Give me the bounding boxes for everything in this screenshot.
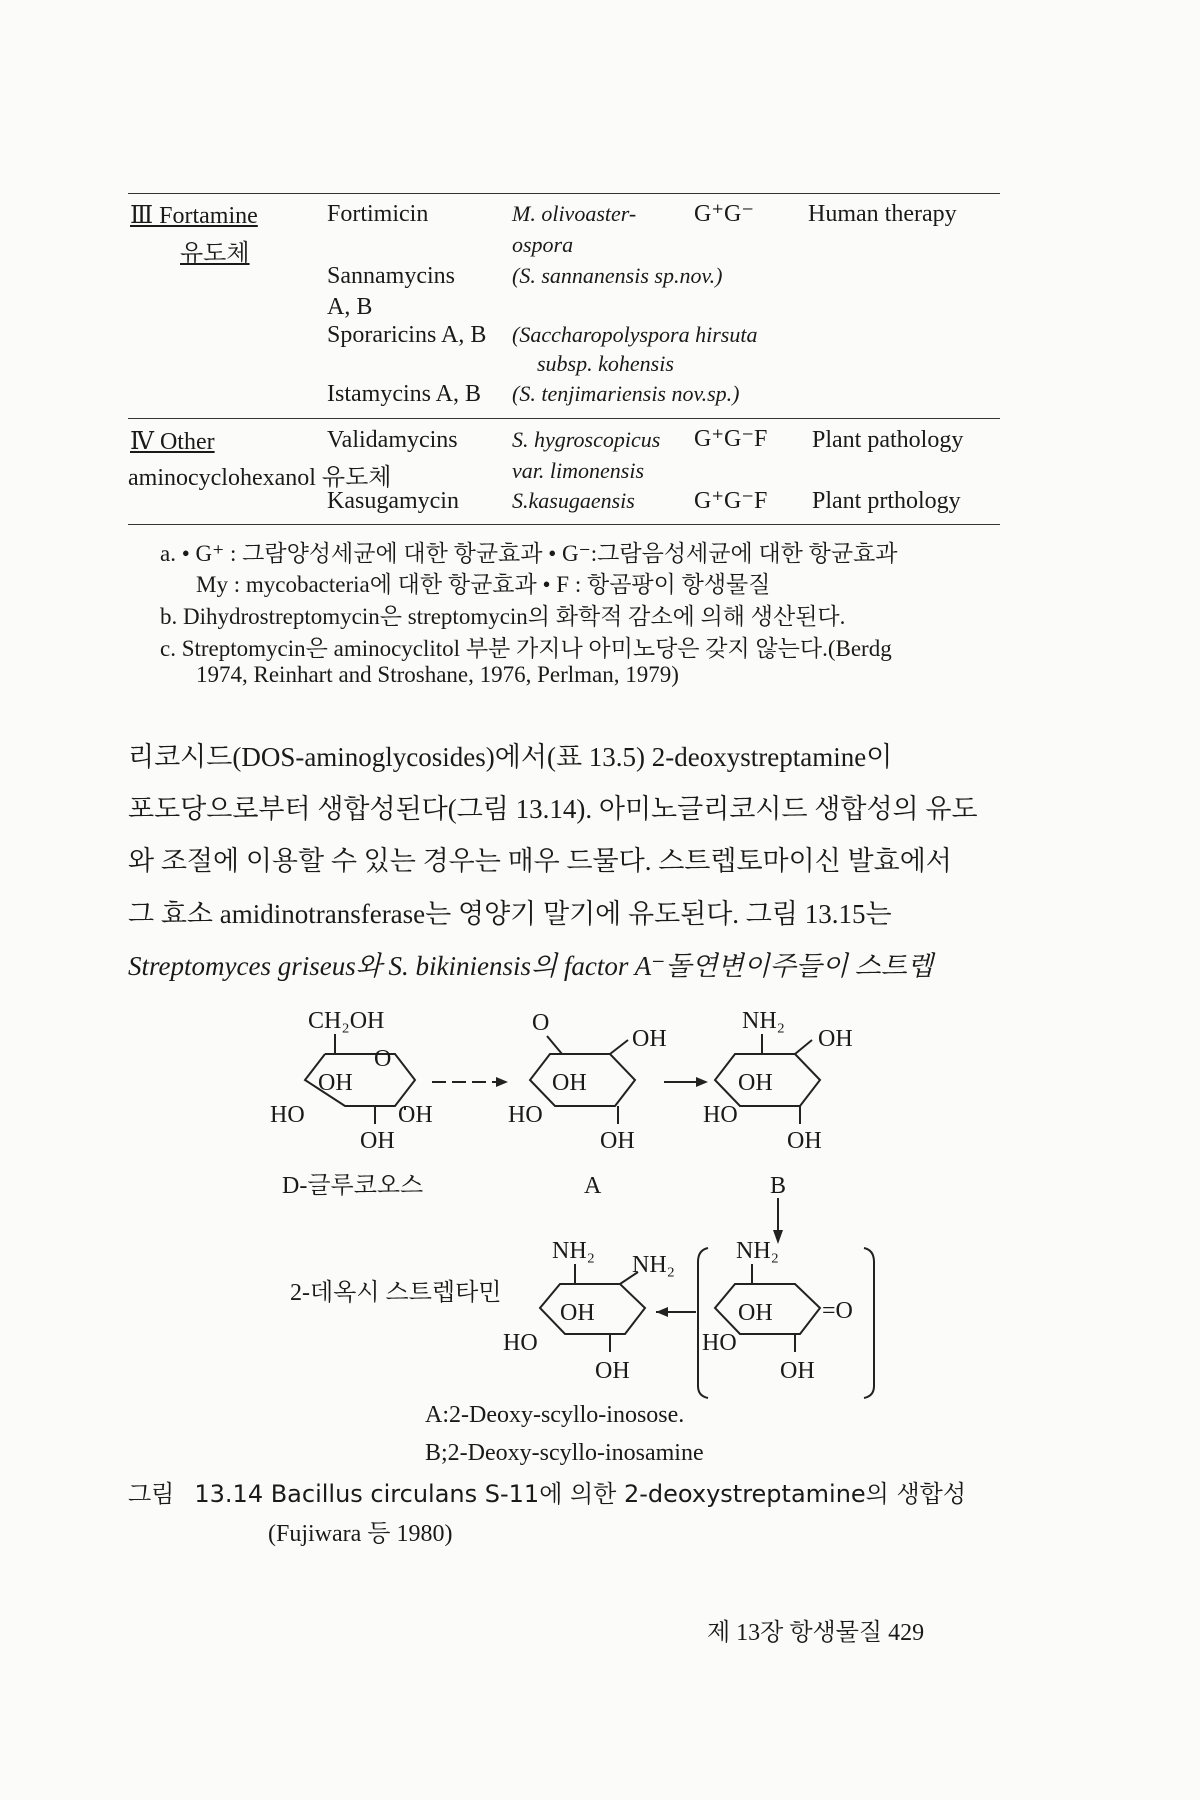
oh-label: OH [318, 1070, 353, 1096]
oh-label: OH [600, 1128, 635, 1154]
section-label: Ⅳ Other [130, 429, 215, 455]
organism-cell: subsp. kohensis [537, 351, 674, 376]
nh2-label: NH₂ [552, 1238, 596, 1264]
body-line: Streptomyces griseus와 S. bikiniensis의 factor A⁻돌연변이주들이 스트렙 [128, 951, 933, 981]
oh-label: OH [552, 1070, 587, 1096]
oh-label: OH [632, 1026, 667, 1052]
ho-label: HO [270, 1102, 305, 1128]
body-line: 와 조절에 이용할 수 있는 경우는 매우 드물다. 스트렙토마이신 발효에서 [128, 846, 952, 876]
compound-cell: Sporaricins A, B [327, 322, 487, 348]
ho-label: HO [503, 1330, 538, 1356]
compound-cell: Fortimicin [327, 201, 429, 227]
caption-text: 13.14 Bacillus circulans S-11에 의한 2-deoxystreptamine의 생합성 [194, 1480, 967, 1508]
ch2oh-label: CH₂OH [308, 1008, 385, 1034]
activity-cell: G⁺G⁻F [694, 426, 768, 452]
ho-label: HO [702, 1330, 737, 1356]
organism-cell: S.kasugaensis [512, 488, 635, 513]
organism-cell: M. olivoaster- [512, 201, 637, 226]
organism-cell: (S. tenjimariensis nov.sp.) [512, 381, 740, 406]
oh-label: OH [398, 1102, 433, 1128]
bracket-right [864, 1248, 874, 1398]
use-cell: Plant pathology [812, 427, 964, 453]
section-sublabel: 유도체 [180, 241, 250, 267]
compound-cell: Istamycins A, B [327, 381, 481, 407]
activity-cell: G⁺G⁻ [694, 201, 754, 227]
oh-label: OH [738, 1070, 773, 1096]
oh-label: OH [360, 1128, 395, 1154]
nh2-label: NH₂ [742, 1008, 786, 1034]
footnote-c: c. Streptomycin은 aminocyclitol 부분 가지나 아미노당은 갖지 않는다.(Berdg [160, 636, 892, 661]
footnote-c-cont: 1974, Reinhart and Stroshane, 1976, Perlman, 1979) [196, 662, 679, 687]
oh-label: OH [560, 1300, 595, 1326]
organism-cell: (S. sannanensis sp.nov.) [512, 263, 723, 288]
organism-cell: var. limonensis [512, 458, 644, 483]
nh2-label: NH₂ [736, 1238, 780, 1264]
body-line: 리코시드(DOS-aminoglycosides)에서(표 13.5) 2-deoxystreptamine이 [128, 742, 893, 772]
footnote-a-cont: My : mycobacteria에 대한 항균효과 • F : 항곰팡이 항생물질 [196, 572, 771, 597]
compound-cell: Kasugamycin [327, 488, 459, 514]
oh-label: OH [780, 1358, 815, 1384]
organism-cell: S. hygroscopicus [512, 427, 661, 452]
compound-cell: A, B [327, 294, 373, 320]
keto-label: =O [822, 1298, 853, 1324]
ring-o-label: O [374, 1046, 392, 1072]
organism-cell: (Saccharopolyspora hirsuta [512, 322, 758, 347]
figure-caption [128, 1474, 966, 1509]
caption-citation: (Fujiwara 등 1980) [268, 1521, 453, 1547]
ho-label: HO [508, 1102, 543, 1128]
activity-cell: G⁺G⁻F [694, 488, 768, 514]
nh2-label: NH₂ [632, 1252, 676, 1278]
use-cell: Human therapy [808, 201, 957, 227]
footnote-a: a. • G⁺ : 그람양성세균에 대한 항균효과 • G⁻:그람음성세균에 대한 항균효과 [160, 541, 898, 566]
compound-cell: Validamycins [327, 427, 458, 453]
body-line: 포도당으로부터 생합성된다(그림 13.14). 아미노글리코시드 생합성의 유도 [128, 794, 978, 824]
oh-label: OH [738, 1300, 773, 1326]
scheme-legend-a: A:2-Deoxy-scyllo-inosose. [425, 1402, 685, 1428]
use-cell: Plant prthology [812, 488, 961, 514]
bracket-left [698, 1248, 708, 1398]
compound-b-label: B [770, 1173, 787, 1199]
oh-label: OH [787, 1128, 822, 1154]
caption-prefix: 그림 [128, 1480, 175, 1508]
oh-label: OH [818, 1026, 853, 1052]
page-footer: 제 13장 항생물질 429 [707, 1620, 925, 1646]
organism-cell: ospora [512, 232, 574, 257]
section-sublabel: aminocyclohexanol 유도체 [128, 465, 392, 491]
glucose-label: D-글루코오스 [282, 1173, 424, 1199]
keto-o-label: O [532, 1010, 550, 1036]
compound-cell: Sannamycins [327, 263, 455, 289]
scheme-legend-b: B;2-Deoxy-scyllo-inosamine [425, 1440, 704, 1466]
oh-label: OH [595, 1358, 630, 1384]
body-line: 그 효소 amidinotransferase는 영양기 말기에 유도된다. 그림 13.15는 [128, 899, 892, 929]
deoxystreptamine-label: 2-데옥시 스트렙타민 [290, 1280, 502, 1306]
footnote-b: b. Dihydrostreptomycin은 streptomycin의 화학적 감소에 의해 생산된다. [160, 604, 846, 629]
section-label: Ⅲ Fortamine [130, 203, 258, 229]
compound-a-label: A [584, 1173, 602, 1199]
ho-label: HO [703, 1102, 738, 1128]
